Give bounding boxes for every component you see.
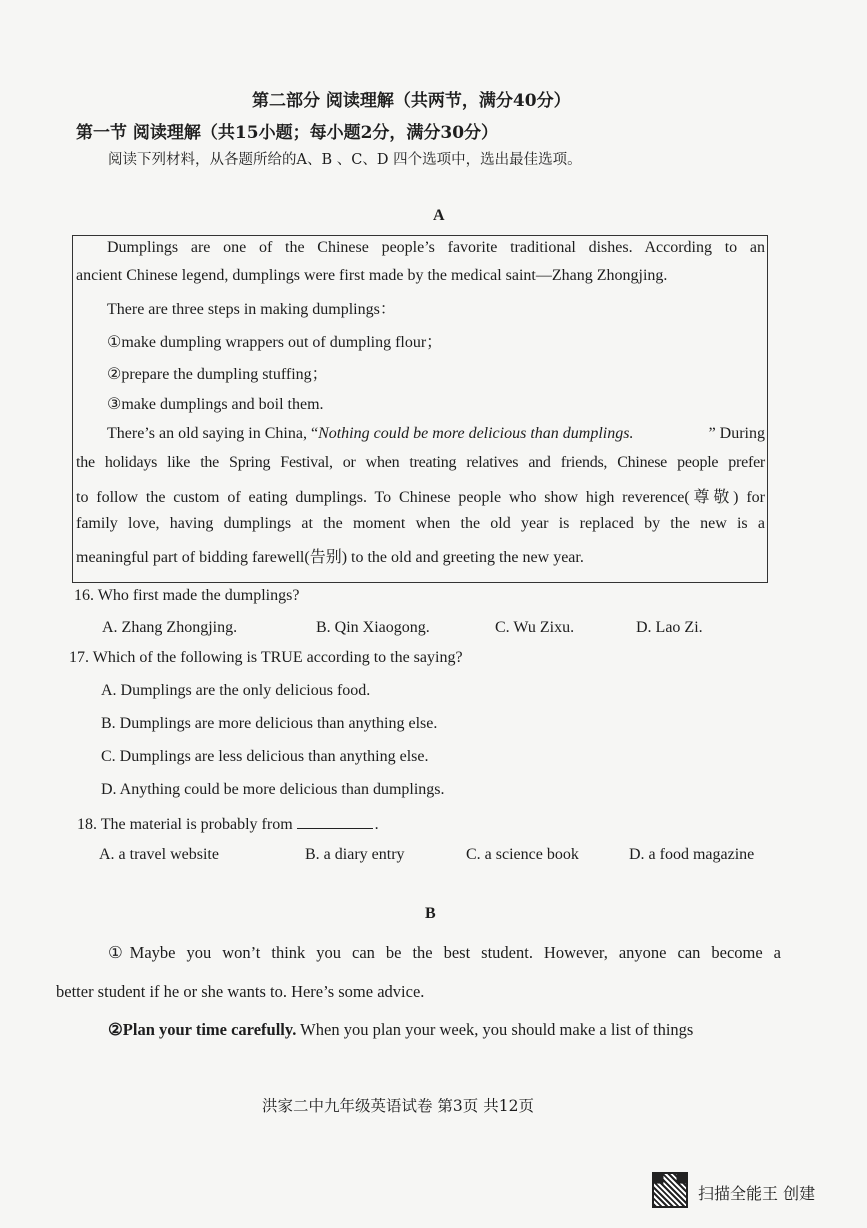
passage-a-saying-line [107,425,765,443]
advice-heading: ②Plan your time carefully. [108,1020,297,1039]
passage-b-letter: B [425,905,436,922]
scanner-watermark: 扫描全能王 创建 [698,1184,816,1203]
question-18-option-b: B. a diary entry [305,846,405,863]
passage-b-para1-line1: ①Maybe you won’t think you can be the best student. However, anyone can become a [108,943,781,962]
page-footer: 洪家二中九年级英语试卷 第3页 共12页 [262,1097,534,1115]
passage-a-line-2: ancient Chinese legend, dumplings were first made by the medical saint—Zhang Zhongjing. [76,267,668,284]
qr-code-icon [652,1172,688,1208]
question-16-option-c: C. Wu Zixu. [495,619,575,636]
passage-a-step-3: ③make dumplings and boil them. [107,396,324,413]
part-title: 第二部分 阅读理解（共两节，满分40分） [252,91,571,111]
question-16-option-b: B. Qin Xiaogong. [316,619,430,636]
passage-a-step-1: ①make dumpling wrappers out of dumpling flour； [107,334,443,351]
question-16-option-a: A. Zhang Zhongjing. [102,619,238,636]
question-17-option-d: D. Anything could be more delicious than dumplings. [101,781,445,798]
question-18-option-d: D. a food magazine [629,846,755,863]
question-17-option-a: A. Dumplings are the only delicious food. [101,682,371,699]
passage-b-para2-line1 [108,1020,693,1040]
answer-blank [297,814,373,829]
question-18-period: . [374,816,379,833]
saying-prefix: There’s an old saying in China, “ [107,425,319,442]
passage-a-line-1: Dumplings are one of the Chinese people’s favorite traditional dishes. According to an [107,239,765,256]
section-title: 第一节 阅读理解（共15小题；每小题2分，满分30分） [76,123,499,143]
question-18-text: 18. The material is probably from [77,816,293,833]
question-17-stem: 17. Which of the following is TRUE according to the saying? [69,649,463,666]
question-18-option-a: A. a travel website [99,846,219,863]
question-16-stem: 16. Who first made the dumplings? [74,587,300,604]
passage-a-step-2: ②prepare the dumpling stuffing； [107,366,328,383]
passage-a-line-3: There are three steps in making dumplings： [107,301,396,318]
question-17-option-b: B. Dumplings are more delicious than anything else. [101,715,438,732]
saying-quote: Nothing could be more delicious than dumplings. [318,425,634,442]
passage-b-para1-line2: better student if he or she wants to. Here’s some advice. [56,982,425,1001]
question-17-option-c: C. Dumplings are less delicious than anything else. [101,748,429,765]
question-16-option-d: D. Lao Zi. [636,619,703,636]
passage-a-letter: A [433,207,445,224]
passage-a-line-7: the holidays like the Spring Festival, or when treating relatives and friends, Chinese people prefer [76,454,765,471]
question-18-stem [77,814,379,834]
passage-a-box [72,235,768,583]
instructions: 阅读下列材料，从各题所给的A、B 、C、D 四个选项中，选出最佳选项。 [108,152,582,168]
passage-a-line-8: to follow the custom of eating dumplings. To Chinese people who show high reverence(尊敬) for [76,489,765,506]
passage-a-line-10: meaningful part of bidding farewell(告别) to the old and greeting the new year. [76,549,584,566]
question-18-option-c: C. a science book [466,846,579,863]
advice-text: When you plan your week, you should make a list of things [296,1020,694,1039]
saying-suffix: ” During [708,425,765,442]
passage-a-line-9: family love, having dumplings at the moment when the old year is replaced by the new is a [76,515,765,532]
